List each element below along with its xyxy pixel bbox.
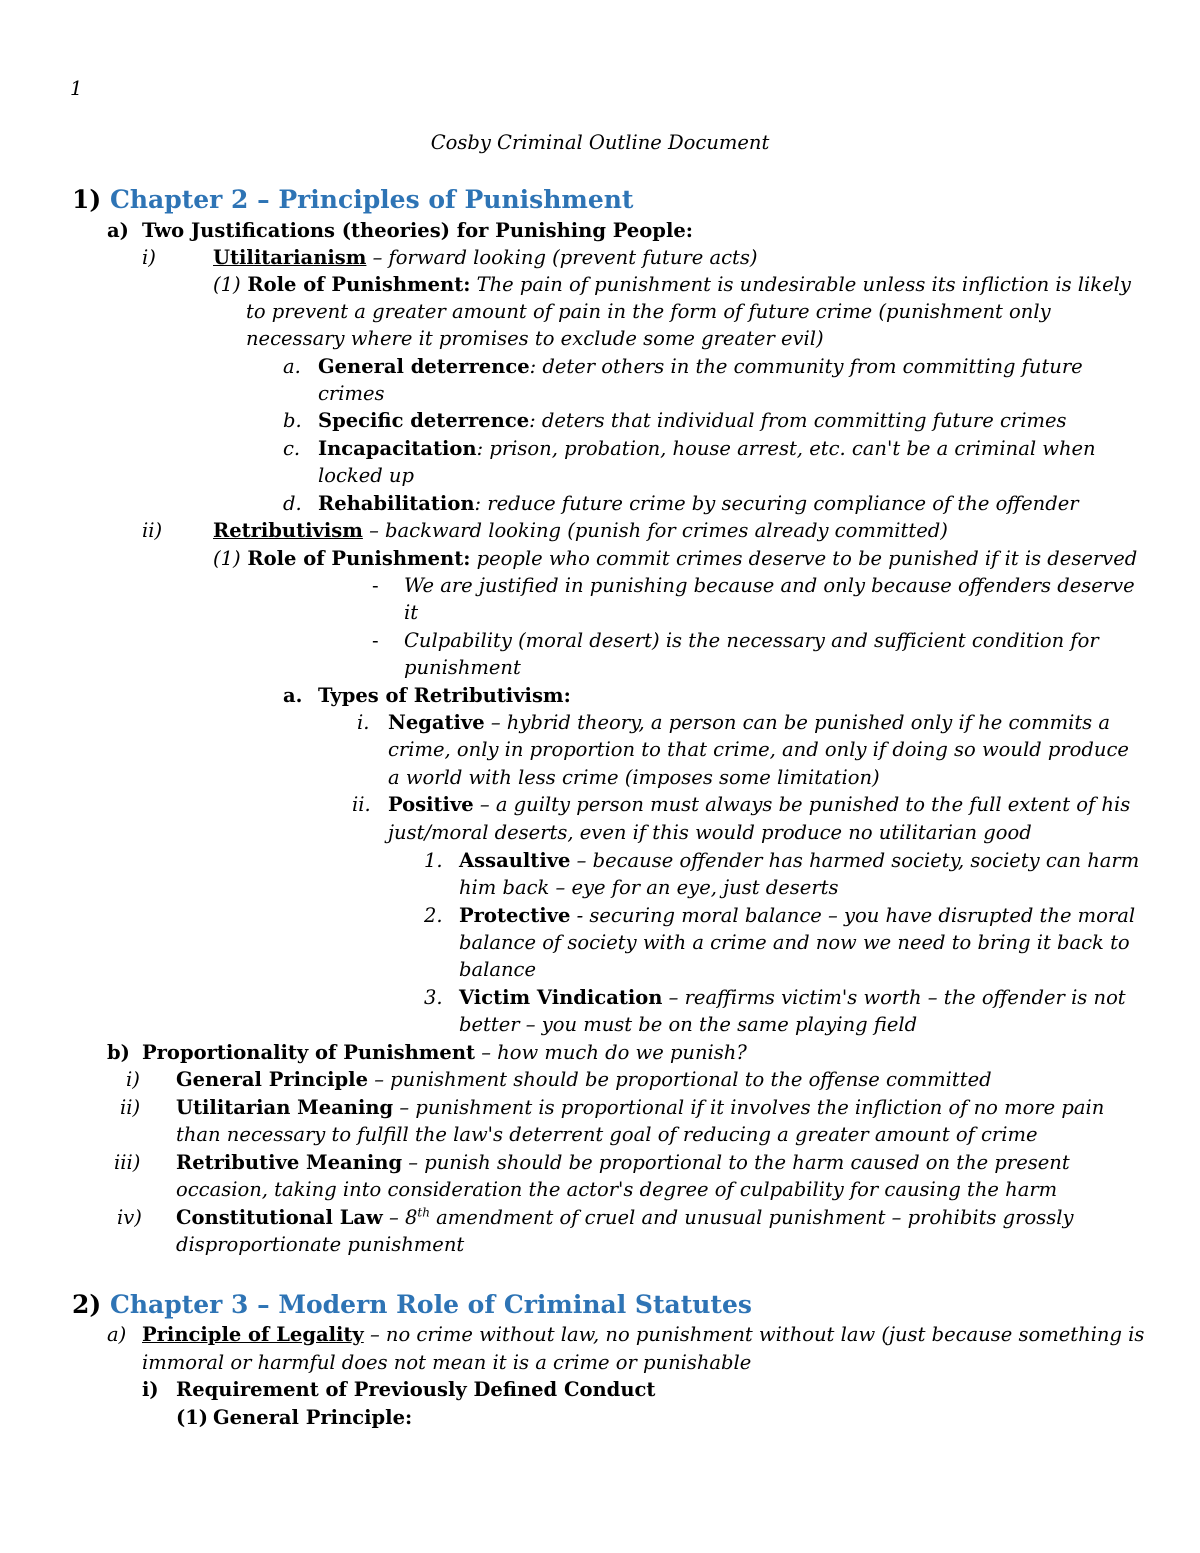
list-marker: a. [283, 355, 301, 378]
description: people who commit crimes deserve to be punished if it is deserved [470, 547, 1138, 570]
list-marker: a. [283, 684, 303, 707]
heading-number: 2) [72, 1290, 102, 1319]
list-marker: iii) [114, 1151, 141, 1174]
description: – no crime without law, no punishment without law (just because something is [363, 1323, 1145, 1346]
description: – hybrid theory, a person can be punished only if he commits a [484, 711, 1110, 734]
continuation-line: necessary where it promises to exclude some greater evil) [246, 327, 824, 350]
term: Victim Vindication [459, 986, 663, 1009]
section-heading: Two Justifications (theories) for Punishing People: [142, 219, 693, 242]
description: – because offender has harmed society, society can harm [570, 849, 1140, 872]
description: – how much do we punish? [475, 1041, 747, 1064]
term: Negative [388, 711, 485, 734]
continuation-line: just/moral deserts, even if this would produce no utilitarian good [388, 821, 1032, 844]
term: Proportionality of Punishment [142, 1041, 476, 1064]
list-item [388, 792, 1130, 818]
term: General deterrence [318, 355, 530, 378]
document-title: Cosby Criminal Outline Document [430, 131, 770, 154]
list-marker: 3. [424, 986, 443, 1009]
term: Retributive Meaning [176, 1151, 403, 1174]
heading-title: Chapter 2 – Principles of Punishment [109, 185, 634, 214]
description: : reduce future crime by securing compliance of the offender [474, 492, 1079, 515]
list-item [459, 903, 1135, 929]
list-item [176, 1067, 992, 1093]
term: Retributivism [213, 519, 363, 542]
continuation-line: than necessary to fulfill the law's deterrent goal of reducing a greater amount of crime [176, 1123, 1038, 1146]
list-marker: b) [107, 1041, 130, 1064]
bullet-marker: - [372, 574, 379, 597]
list-item [176, 1095, 1104, 1121]
section-heading: Requirement of Previously Defined Conduct [176, 1378, 656, 1401]
list-marker: b. [283, 409, 302, 432]
term: Protective [459, 904, 571, 927]
continuation-line: crime, only in proportion to that crime, and only if doing so would produce [388, 738, 1129, 761]
list-item [318, 354, 1083, 380]
description: – punishment should be proportional to the offense committed [368, 1068, 992, 1091]
continuation-line: a world with less crime (imposes some limitation) [388, 766, 880, 789]
continuation-line: immoral or harmful does not mean it is a crime or punishable [142, 1351, 752, 1374]
section-heading: General Principle: [213, 1406, 413, 1429]
term: Constitutional Law [176, 1206, 383, 1229]
description: – punishment is proportional if it involves the infliction of no more pain [393, 1096, 1105, 1119]
list-marker: a) [107, 219, 129, 242]
continuation-line: crimes [318, 382, 385, 405]
term: Assaultive [459, 849, 571, 872]
continuation-line: disproportionate punishment [176, 1233, 465, 1256]
term: Role of Punishment: [240, 273, 471, 296]
list-item [459, 848, 1139, 874]
description: : deter others in the community from committing future [529, 355, 1083, 378]
page-number: 1 [70, 77, 83, 100]
superscript: th [417, 1205, 430, 1220]
list-item [318, 491, 1079, 517]
bullet-marker: - [372, 629, 379, 652]
description: The pain of punishment is undesirable unless its infliction is likely [470, 273, 1131, 296]
list-marker: 1. [424, 849, 443, 872]
list-item [318, 436, 1096, 462]
description: : deters that individual from committing future crimes [529, 409, 1067, 432]
description: – a guilty person must always be punished to the full extent of his [473, 793, 1131, 816]
list-marker: (1) [213, 273, 241, 296]
continuation-line: balance of society with a crime and now we need to bring it back to [459, 931, 1130, 954]
continuation-line: him back – eye for an eye, just deserts [459, 876, 839, 899]
list-marker: a) [107, 1323, 127, 1346]
list-item [142, 1322, 1144, 1348]
list-marker: ii. [352, 793, 371, 816]
continuation-line: occasion, taking into consideration the actor's degree of culpability for causing the harm [176, 1178, 1058, 1201]
list-marker: ii) [120, 1096, 141, 1119]
continuation-line: better – you must be on the same playing field [459, 1013, 918, 1036]
list-marker: (1) [176, 1406, 209, 1429]
section-heading: Types of Retributivism: [318, 684, 571, 707]
list-item [459, 985, 1126, 1011]
list-marker: i) [142, 246, 156, 269]
term: General Principle [176, 1068, 369, 1091]
continuation-line: to prevent a greater amount of pain in the form of future crime (punishment only [246, 300, 1051, 323]
list-marker: (1) [213, 547, 241, 570]
list-item [176, 1205, 1074, 1231]
continuation-line: punishment [404, 656, 521, 679]
list-item [213, 518, 948, 544]
description: – punish should be proportional to the harm caused on the present [402, 1151, 1070, 1174]
chapter-2-heading [72, 184, 633, 216]
term: Positive [388, 793, 474, 816]
list-marker: i. [357, 711, 370, 734]
heading-number: 1) [72, 185, 102, 214]
term: Principle of Legality [142, 1323, 364, 1346]
list-item [213, 245, 758, 271]
heading-title: Chapter 3 – Modern Role of Criminal Statutes [109, 1290, 752, 1319]
section-heading [142, 1040, 747, 1066]
list-marker: iv) [117, 1206, 142, 1229]
list-item [213, 546, 1137, 572]
list-marker: d. [283, 492, 302, 515]
term: Specific deterrence [318, 409, 530, 432]
continuation-line: balance [459, 958, 536, 981]
description: – forward looking (prevent future acts) [366, 246, 758, 269]
list-marker: i) [142, 1378, 159, 1401]
list-item [318, 408, 1067, 434]
list-marker: ii) [142, 519, 163, 542]
list-item [213, 272, 1131, 298]
description: – reaffirms victim's worth – the offender is not [662, 986, 1126, 1009]
description: – 8 [382, 1206, 418, 1229]
term: Utilitarian Meaning [176, 1096, 394, 1119]
bullet-item: We are justified in punishing because and only because offenders deserve [404, 574, 1135, 597]
term: Utilitarianism [213, 246, 367, 269]
term: Incapacitation [318, 437, 477, 460]
list-item [388, 710, 1110, 736]
list-item [176, 1150, 1070, 1176]
list-marker: 2. [424, 904, 443, 927]
term: Role of Punishment: [240, 547, 471, 570]
continuation-line: locked up [318, 464, 414, 487]
description: – backward looking (punish for crimes already committed) [362, 519, 948, 542]
continuation-line: it [404, 601, 419, 624]
term: Rehabilitation [318, 492, 475, 515]
description: amendment of cruel and unusual punishment – prohibits grossly [429, 1206, 1074, 1229]
chapter-3-heading [72, 1289, 752, 1321]
list-marker: i) [126, 1068, 140, 1091]
description: - securing moral balance – you have disrupted the moral [570, 904, 1136, 927]
list-marker: c. [283, 437, 301, 460]
description: : prison, probation, house arrest, etc. can't be a criminal when [476, 437, 1096, 460]
bullet-item: Culpability (moral desert) is the necessary and sufficient condition for [404, 629, 1099, 652]
